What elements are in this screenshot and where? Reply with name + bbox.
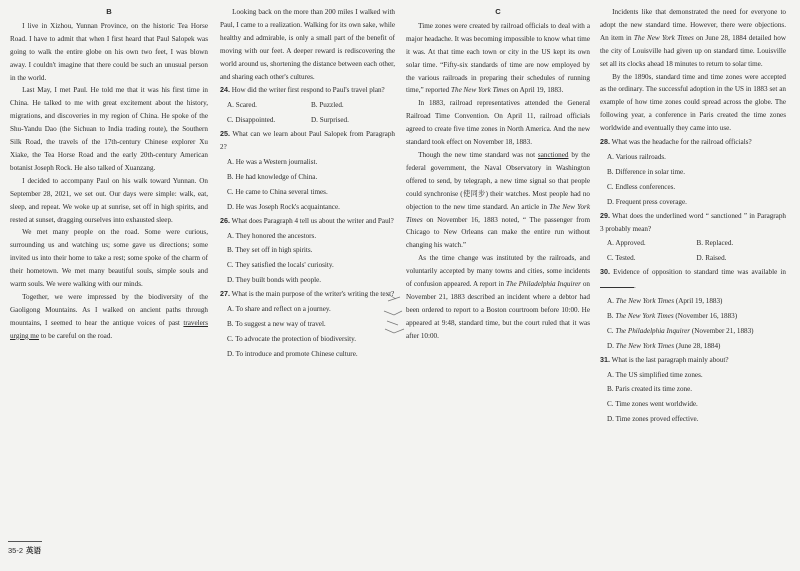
option-a[interactable]: A. They honored the ancestors. xyxy=(227,231,317,240)
option-d[interactable]: D. Frequent press coverage. xyxy=(607,197,687,206)
question-stem: What is the last paragraph mainly about? xyxy=(611,355,729,364)
newspaper-title: The New York Times xyxy=(406,202,591,224)
paragraph-c4 xyxy=(406,252,590,342)
question-number: 29. xyxy=(600,211,610,220)
option-letter: D. xyxy=(607,341,614,350)
column-2 xyxy=(220,6,395,361)
answer-blank xyxy=(600,279,636,291)
paragraph-c2: In 1883, railroad representatives attended the General Railroad Time Convention. On April 11, railroad officials agreed to create five time zones in North America. And the new standard took effect on November 18, 1883. xyxy=(406,99,590,147)
option-d[interactable]: D. He was Joseph Rock's acquaintance. xyxy=(227,202,340,211)
paragraph-c1-end: on April 19, 1883. xyxy=(511,86,564,95)
option-a[interactable] xyxy=(600,295,786,308)
question-28 xyxy=(600,136,786,149)
option-b[interactable]: B. Paris created its time zone. xyxy=(607,385,693,394)
question-number: 25. xyxy=(220,130,230,139)
question-number: 28. xyxy=(600,138,610,147)
question-stem: What is the main purpose of the writer's writing the text? xyxy=(231,290,395,299)
option-c[interactable]: C. Time zones went worldwide. xyxy=(607,400,698,409)
page-number: 35-2 xyxy=(8,546,24,555)
option-letter: A. xyxy=(607,297,614,306)
question-31 xyxy=(600,354,786,367)
section-b-heading: B xyxy=(106,7,112,16)
question-stem: What does the underlined word “ sanctioned ” in Paragraph 3 probably mean? xyxy=(600,211,786,233)
option-b[interactable] xyxy=(600,310,786,323)
newspaper-title: The Philadelphia Inquirer xyxy=(506,280,581,289)
question-29 xyxy=(600,210,786,236)
paragraph-c6: By the 1890s, standard time and time zones were accepted as the ordinary. The successful adoption in the US in 1883 set an example of how time zones could spread across the globe. The following year, a conference in Paris created the time zones worldwide and eventually they came into use. xyxy=(600,72,786,133)
paragraph-b3: I decided to accompany Paul on his walk toward Yunnan. On September 28, 2021, we set out. Our days were simple: walk, eat, sleep, and repeat. We woke up at sunrise, set off in high spirits, and rested at sunset, dragging ourselves into exhausted sleep. xyxy=(10,176,208,224)
option-d[interactable]: D. Time zones proved effective. xyxy=(607,415,699,424)
newspaper-title: The New York Times xyxy=(615,297,675,306)
section-c-heading: C xyxy=(495,7,501,16)
question-25 xyxy=(220,128,395,154)
question-stem: Evidence of opposition to standard time was available in xyxy=(613,268,786,277)
paragraph-c1-text: Time zones were created by railroad officials to deal with a major headache. It was becoming impossible to know what time it was. At that time each town or city in the US kept its own solar time. “Fifty-six standards of time are now employed by the various railroads in preparing their schedules of running time,” reported xyxy=(406,21,590,95)
option-c[interactable]: C. They satisfied the locals' curiosity. xyxy=(227,261,334,270)
paragraph-b4: We met many people on the road. Some were curious, surrounding us and watching us; some gave us directions; some invited us into their home to take a rest; some spoke of the charm of their hometown. We met many beautiful souls, simple souls and warm souls. We were walking with our minds. xyxy=(10,228,208,289)
option-c[interactable]: C. To advocate the protection of biodiversity. xyxy=(227,334,356,343)
option-d[interactable]: D. Surprised. xyxy=(311,116,349,125)
newspaper-title: The New York Times xyxy=(615,311,674,320)
paragraph-c3-text: by the federal government, the Naval Observatory in Washington offered to send, by telegraph, a new time signal so that people could synchronise (使同步) their watches. Most people had no objection to the new time standard. An article in xyxy=(406,150,591,211)
question-number: 31. xyxy=(600,355,610,364)
option-c[interactable]: C. Endless conferences. xyxy=(607,182,676,191)
option-a[interactable]: A. Various railroads. xyxy=(607,152,666,161)
options-row xyxy=(600,237,786,250)
question-stem: What does Paragraph 4 tell us about the writer and Paul? xyxy=(231,216,394,225)
paragraph-c5-end: on June 28, 1884 detailed how the city of Louisville had given up on standard time. Louisville set all its clocks ahead 18 minutes to return to solar time. xyxy=(600,33,786,68)
question-number: 24. xyxy=(220,86,230,95)
options-row xyxy=(220,114,395,127)
option-a[interactable]: A. Approved. xyxy=(607,239,646,248)
underlined-word: sanctioned xyxy=(537,150,569,159)
option-a[interactable]: A. He was a Western journalist. xyxy=(227,157,318,166)
paragraph-b6: Looking back on the more than 200 miles I walked with Paul, I came to a realization. Walking for its own sake, while healthy and admirable, is only a small part of the benefit of moving with our feet. A deeper reward is rediscovering the world around us, shortening the distance between each other, and sharing each other's cultures. xyxy=(220,8,395,81)
question-stem: What can we learn about Paul Salopek from Paragraph 2? xyxy=(220,130,395,152)
option-c[interactable] xyxy=(600,325,786,338)
paragraph-c4-text: As the time change was instituted by the railroads, and voluntarily accepted by many towns and cities, some incidents of confusion appeared. A report in xyxy=(406,254,590,289)
option-d[interactable]: D. Raised. xyxy=(696,254,727,263)
question-30 xyxy=(600,266,786,293)
option-d[interactable] xyxy=(600,340,786,353)
option-date: (November 16, 1883) xyxy=(675,311,738,320)
column-1 xyxy=(10,6,208,343)
option-b[interactable]: B. Puzzled. xyxy=(311,101,344,110)
column-4 xyxy=(600,6,786,426)
option-b[interactable]: B. Replaced. xyxy=(696,239,734,248)
question-26 xyxy=(220,215,395,228)
option-c[interactable]: C. Tested. xyxy=(607,254,636,263)
paragraph-c3 xyxy=(406,149,590,252)
option-a[interactable]: A. The US simplified time zones. xyxy=(607,370,703,379)
newspaper-title: The New York Times xyxy=(451,86,510,95)
column-3 xyxy=(406,6,590,343)
pencil-scribble-icon xyxy=(382,285,408,345)
option-d[interactable]: D. They built bonds with people. xyxy=(227,276,322,285)
option-b[interactable]: B. They set off in high spirits. xyxy=(227,246,313,255)
option-date: (June 28, 1884) xyxy=(675,341,721,350)
underlined-phrase: travelers urging me xyxy=(10,318,208,340)
option-b[interactable]: B. He had knowledge of China. xyxy=(227,172,318,181)
paragraph-b2: Last May, I met Paul. He told me that it was his first time in China. He talked to me with great excitement about the history, migrations, and discoveries in my region of China. He spoke of the Shu-Yandu Dao (the Sichuan to India trading route), the Southern Silk Road, the travels of the 17th-century Chinese explorer Xu Xiake, the Tea Horse Road and the early 20th-century American botanist Joseph Rock. He also talked of Xuanzang. xyxy=(10,86,208,172)
option-d[interactable]: D. To introduce and promote Chinese culture. xyxy=(227,349,358,358)
question-27 xyxy=(220,288,395,301)
paragraph-c4-end: on November 21, 1883 described an incident where a debtor had been ordered to report to a Boston courtroom before 10:00. He appeared at 9:48, standard time, but the court ruled that it was after 10:00. xyxy=(406,280,590,340)
option-date: (November 21, 1883) xyxy=(691,326,754,335)
newspaper-title: The Philadelphia Inquirer xyxy=(615,326,691,335)
question-stem-end: . xyxy=(634,282,636,291)
option-date: (April 19, 1883) xyxy=(675,297,723,306)
question-stem: What was the headache for the railroad officials? xyxy=(611,138,752,147)
question-number: 26. xyxy=(220,216,230,225)
options-row xyxy=(220,99,395,112)
newspaper-title: The New York Times xyxy=(615,341,675,350)
paragraph-c5 xyxy=(600,6,786,71)
question-24 xyxy=(220,84,395,97)
question-stem: How did the writer first respond to Paul's travel plan? xyxy=(231,86,385,95)
paragraph-c5-text: Incidents like that demonstrated the need for everyone to adopt the new standard time. However, there were objections. An item in xyxy=(600,8,786,42)
paragraph-c3-end: on November 16, 1883 noted, “ The passenger from Chicago to New Orleans can make the entire run without changing his watch.” xyxy=(406,215,590,250)
option-letter: C. xyxy=(607,326,614,335)
option-c[interactable]: C. He came to China several times. xyxy=(227,187,328,196)
page-footer xyxy=(8,541,42,556)
option-b[interactable]: B. Difference in solar time. xyxy=(607,167,685,176)
options-row xyxy=(600,252,786,265)
paragraph-c3-start: Though the new time standard was not xyxy=(418,150,536,159)
paragraph-b5-text: Together, we were impressed by the biodiversity of the Gaoligong Mountains. As I walked on ancient paths through mountains, I seemed to hear the antique voices of past xyxy=(10,292,208,327)
option-b[interactable]: B. To suggest a new way of travel. xyxy=(227,319,326,328)
paragraph-c1 xyxy=(406,20,590,97)
question-number: 30. xyxy=(600,268,610,277)
question-number: 27. xyxy=(220,290,230,299)
paragraph-b1: I live in Xizhou, Yunnan Province, on the historic Tea Horse Road. I have to admit that when I first heard that Paul Salopek was going to walk the entire globe on his own two feet, I was blown away. I couldn't imagine that there could be such an unusual person in the world. xyxy=(10,21,208,82)
subject-label: 英语 xyxy=(26,546,42,555)
paragraph-b5-end: to be careful on the road. xyxy=(40,331,113,340)
newspaper-title: The New York Times xyxy=(633,33,694,42)
paragraph-b5 xyxy=(10,291,208,343)
option-a[interactable]: A. Scared. xyxy=(227,101,257,110)
option-a[interactable]: A. To share and reflect on a journey. xyxy=(227,305,331,314)
option-c[interactable]: C. Disappointed. xyxy=(227,116,276,125)
option-letter: B. xyxy=(607,311,614,320)
